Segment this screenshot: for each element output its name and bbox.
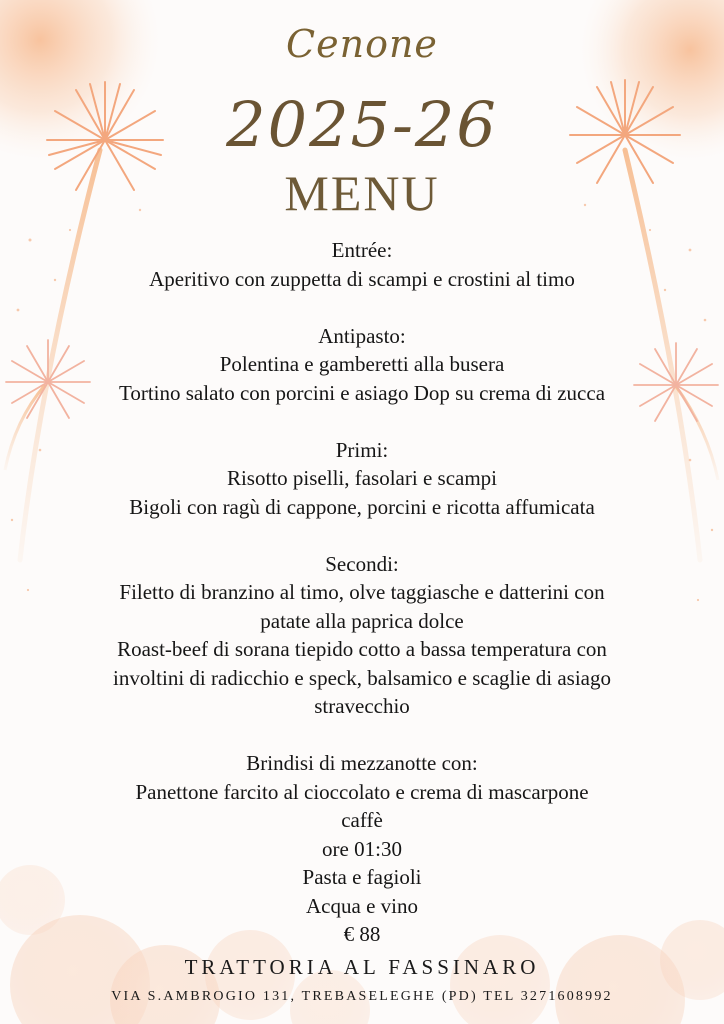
section-heading: Brindisi di mezzanotte con: [246,751,478,775]
menu-item: stravecchio [314,694,410,718]
restaurant-address: VIA S.AMBROGIO 131, TREBASELEGHE (PD) TEL 3271608992 [111,989,613,1004]
menu-item: € 88 [343,922,381,946]
menu-item: involtini di radicchio e speck, balsamico e scaglie di asiago [112,665,611,690]
menu-item: Aperitivo con zuppetta di scampi e crostini al timo [149,266,575,291]
menu-item: patate alla paprica dolce [260,608,464,633]
menu-item: Tortino salato con porcini e asiago Dop su crema di zucca [118,380,606,405]
menu-item: Risotto piselli, fasolari e scampi [226,466,498,490]
section-heading: Primi: [335,437,389,462]
menu-item: Roast-beef di sorana tiepido cotto a bassa temperatura con [117,637,607,661]
menu-courses [50,236,674,949]
menu-item: Filetto di branzino al timo, olve taggiasche e datterini con [119,580,605,604]
section-spacer [50,721,674,750]
menu-item: Acqua e vino [306,893,418,918]
menu-item: Polentina e gamberetti alla busera [219,352,505,376]
menu-item: caffè [341,808,383,832]
menu-item: Panettone farcito al cioccolato e crema di mascarpone [135,779,589,804]
menu-item: Bigoli con ragù di cappone, porcini e ricotta affumicata [129,494,595,519]
section-spacer [50,407,674,436]
menu-subtitle: Cenone [286,22,438,66]
menu-item: Pasta e fagioli [302,865,422,889]
section-heading: Antipasto: [318,323,406,348]
restaurant-name: TRATTORIA AL FASSINARO [184,955,540,979]
section-heading: Secondi: [325,551,399,576]
menu-year: 2025-26 [226,88,498,161]
menu-title: MENU [284,165,440,221]
menu-item: ore 01:30 [322,836,402,861]
section-spacer [50,293,674,322]
section-heading: Entrée: [331,238,393,262]
section-spacer [50,521,674,550]
